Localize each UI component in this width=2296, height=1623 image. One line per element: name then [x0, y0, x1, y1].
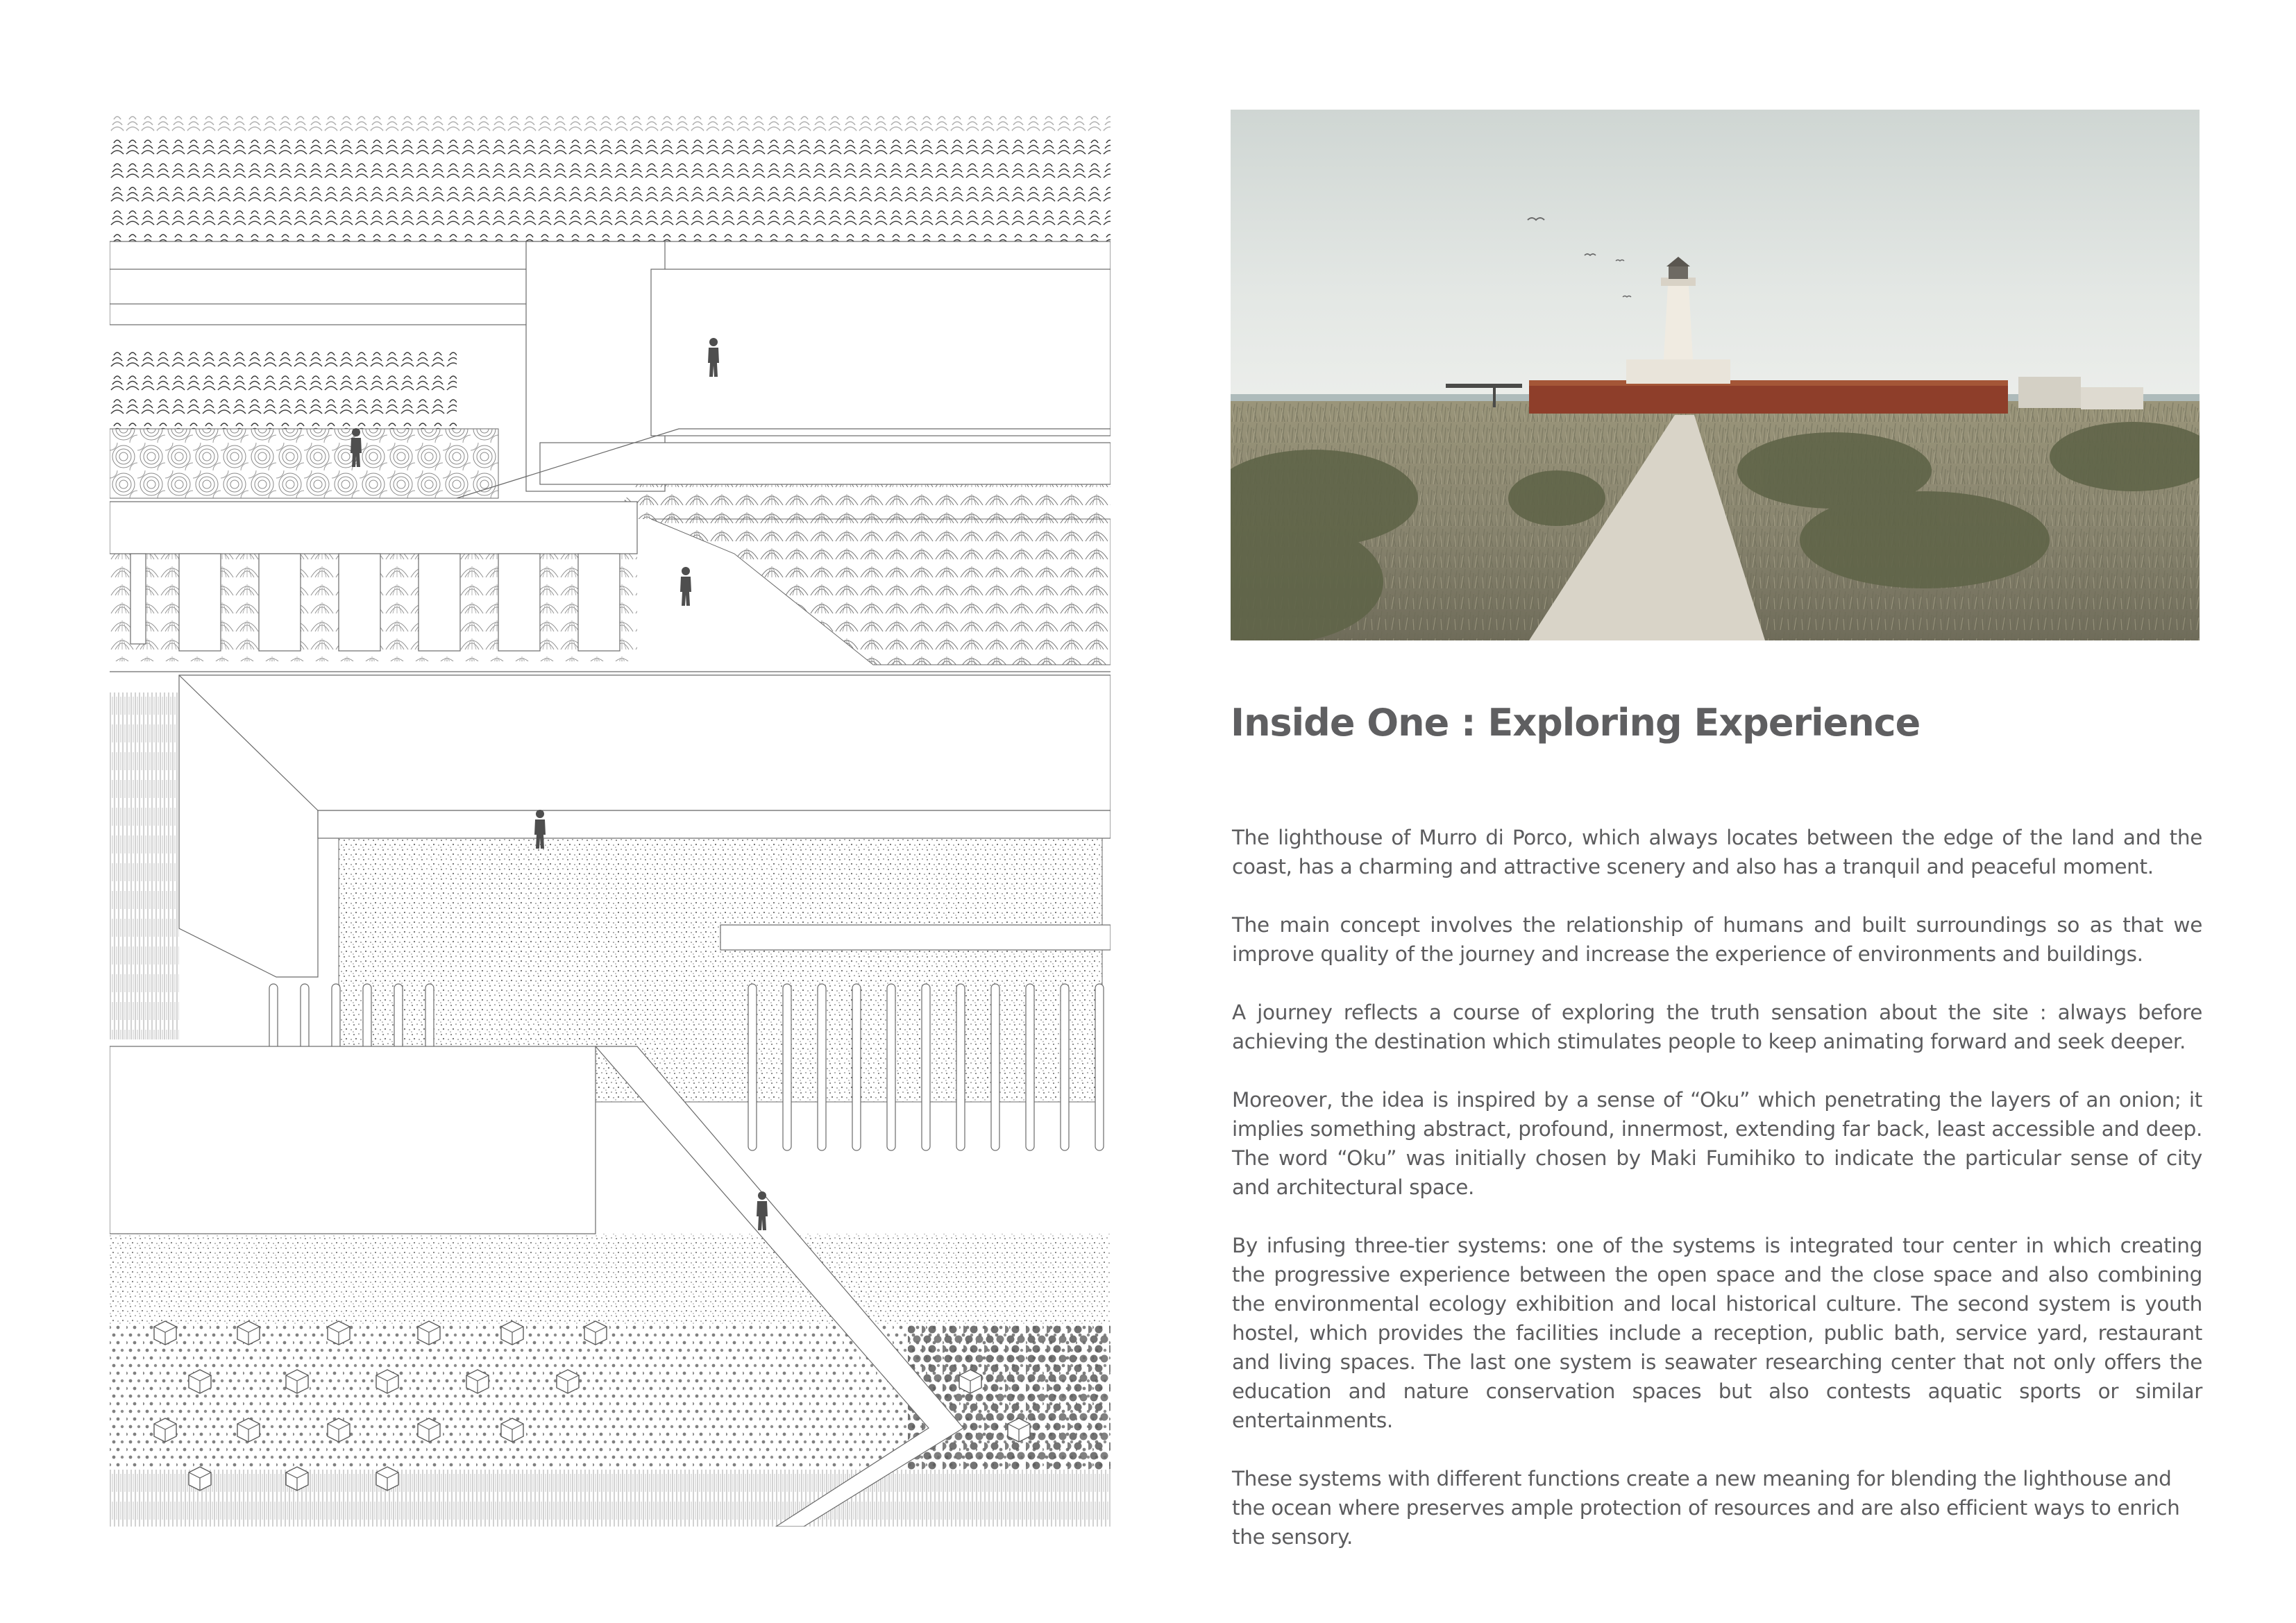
paragraph: The lighthouse of Murro di Porco, which always locates between the edge of the land and the coast, has a charming and attractive scenery and also has a tranquil and peaceful moment. — [1232, 826, 2202, 878]
paragraph: By infusing three-tier systems: one of the systems is integrated tour center in which creating the progressive experience between the open space and the close space and also combining the environmental ecology exhibition and local historical culture. The second system is youth hostel, which provides the facilities include a reception, public bath, service yard, restaurant and living spaces. The last one system is seawater researching center that not only offers the education and nature conservation spaces but also contests aquatic sports or similar entertainments. — [1232, 1234, 2202, 1432]
axonometric-section-drawing — [110, 110, 1111, 1527]
paragraph: Moreover, the idea is inspired by a sense of “Oku” which penetrating the layers of an onion; it implies something abstract, profound, innermost, extending far back, least accessible and deep. The word “Oku” was initially chosen by Maki Fumihiko to indicate the particular sense of city and architectural space. — [1232, 1088, 2202, 1199]
paragraph: The main concept involves the relationship of humans and built surroundings so as that we improve quality of the journey and increase the experience of environments and buildings. — [1232, 913, 2202, 966]
paragraph: These systems with different functions create a new meaning for blending the lighthouse and the ocean where preserves ample protection of resources and are also efficient ways to enrich the sensory. — [1232, 1467, 2180, 1549]
lighthouse-photo — [1231, 110, 2200, 640]
paragraph: A journey reflects a course of exploring the truth sensation about the site : always before achieving the destination which stimulates people to keep animating forward and seek deeper. — [1232, 1001, 2202, 1053]
body-text — [1232, 823, 2202, 1581]
section-title: Inside One : Exploring Experience — [1231, 701, 1921, 745]
